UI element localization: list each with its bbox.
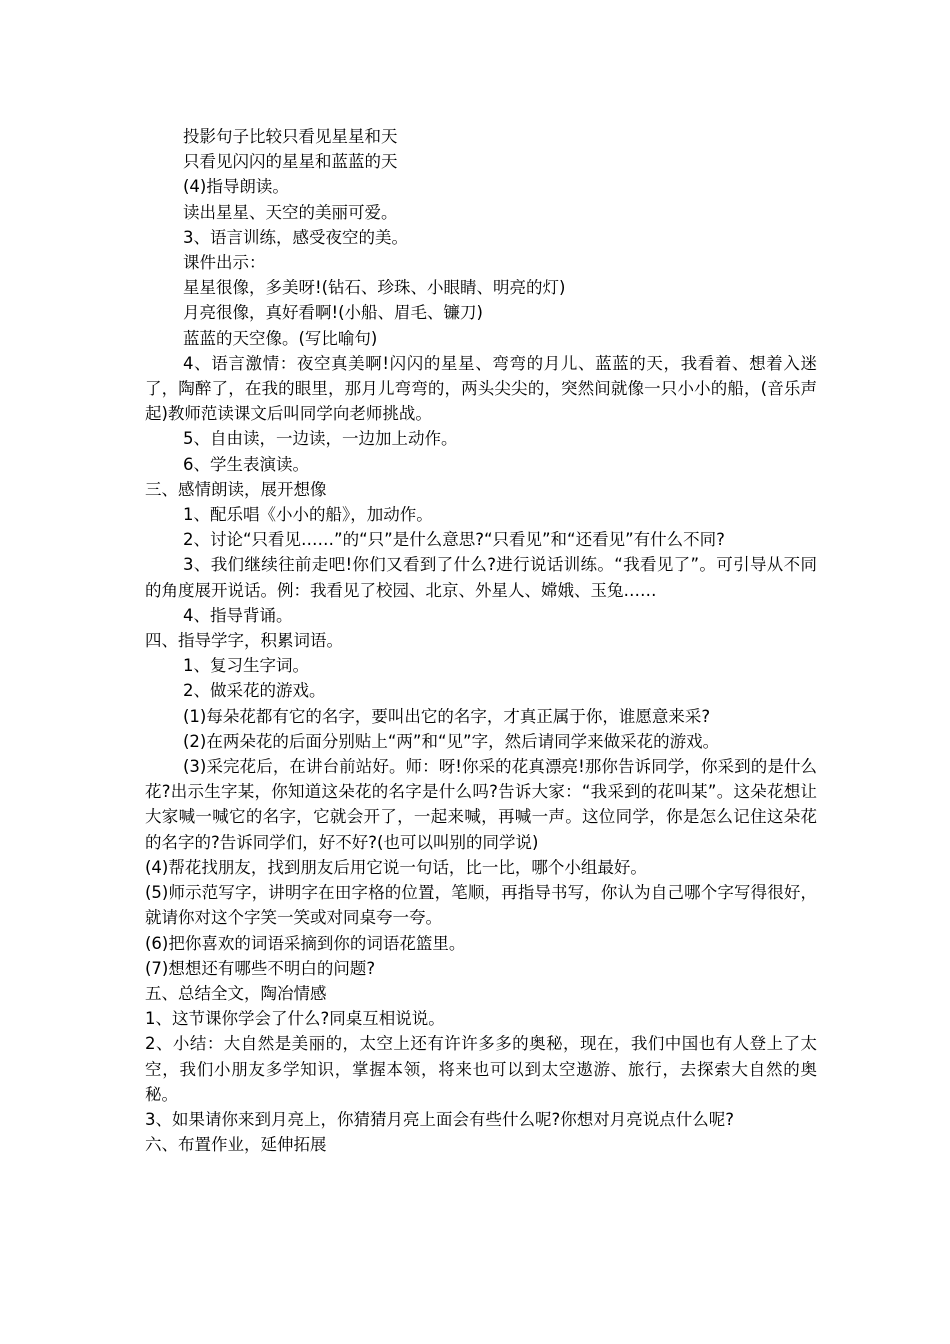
text-line: 1、配乐唱《小小的船》，加动作。 bbox=[183, 505, 433, 525]
section-heading: 三、感情朗读，展开想像 bbox=[145, 479, 327, 499]
document-page bbox=[145, 124, 817, 1157]
section-heading: 五、总结全文，陶冶情感 bbox=[145, 983, 327, 1003]
paragraph: (4)帮花找朋友，找到朋友后用它说一句话，比一比，哪个小组最好。 bbox=[145, 857, 647, 877]
paragraph: 4、语言激情：夜空真美啊!闪闪的星星、弯弯的月儿、蓝蓝的天，我看着、想着入迷了，陶醉了，在我的眼里，那月儿弯弯的，两头尖尖的，突然间就像一只小小的船，(音乐声起)教师范读课文后叫同学向老师挑战。 bbox=[145, 353, 817, 424]
section-heading: 四、指导学字，积累词语。 bbox=[145, 631, 343, 651]
text-line: 投影句子比较只看见星星和天 bbox=[183, 127, 398, 146]
text-line: (7)想想还有哪些不明白的问题? bbox=[145, 958, 376, 978]
text-line: 只看见闪闪的星星和蓝蓝的天 bbox=[183, 152, 398, 172]
text-line: (6)把你喜欢的词语采摘到你的词语花篮里。 bbox=[145, 933, 466, 953]
text-line: 课件出示： bbox=[183, 253, 266, 273]
paragraph: 2、讨论“只看见……”的“只”是什么意思?“只看见”和“还看见”有什么不同? bbox=[183, 530, 725, 550]
text-line: 星星很像，多美呀!(钻石、珍珠、小眼睛、明亮的灯) bbox=[183, 278, 566, 298]
paragraph: 3、我们继续往前走吧!你们又看到了什么?进行说话训练。“我看见了”。可引导从不同的角度展开说话。例：我看见了校园、北京、外星人、嫦娥、玉兔…… bbox=[145, 555, 817, 600]
text-line: 月亮很像，真好看啊!(小船、眉毛、镰刀) bbox=[183, 303, 483, 323]
paragraph: (5)师示范写字，讲明字在田字格的位置，笔顺，再指导书写，你认为自己哪个字写得很好，就请你对这个字笑一笑或对同桌夸一夸。 bbox=[145, 883, 817, 928]
text-line: 蓝蓝的天空像。(写比喻句) bbox=[183, 328, 378, 348]
paragraph: (2)在两朵花的后面分别贴上“两”和“见”字，然后请同学来做采花的游戏。 bbox=[183, 731, 720, 751]
paragraph: 3、如果请你来到月亮上，你猜猜月亮上面会有些什么呢?你想对月亮说点什么呢? bbox=[145, 1109, 735, 1129]
text-line: 6、学生表演读。 bbox=[183, 454, 309, 474]
paragraph: 2、小结：大自然是美丽的，太空上还有许许多多的奥秘，现在，我们中国也有人登上了太空，我们小朋友多学知识，掌握本领，将来也可以到太空遨游、旅行，去探索大自然的奥秘。 bbox=[145, 1034, 817, 1104]
paragraph: (3)采完花后，在讲台前站好。师：呀!你采的花真漂亮!那你告诉同学，你采到的是什么花?出示生字某，你知道这朵花的名字是什么吗?告诉大家：“我采到的花叫某”。这朵花想让大家喊一喊它的名字，它就会开了，一起来喊，再喊一声。这位同学，你是怎么记住这朵花的名字的?告诉同学们，好不好?(也可以叫别的同学说) bbox=[145, 757, 817, 852]
section-heading: 六、布置作业，延伸拓展 bbox=[145, 1135, 327, 1155]
text-line: (4)指导朗读。 bbox=[183, 177, 289, 197]
text-line: 2、做采花的游戏。 bbox=[183, 681, 326, 701]
text-line: 4、指导背诵。 bbox=[183, 605, 293, 625]
text-line: 3、语言训练，感受夜空的美。 bbox=[183, 227, 408, 247]
text-line: 1、这节课你学会了什么?同桌互相说说。 bbox=[145, 1009, 445, 1029]
text-line: 5、自由读，一边读，一边加上动作。 bbox=[183, 429, 458, 449]
text-line: (1)每朵花都有它的名字，要叫出它的名字，才真正属于你，谁愿意来采? bbox=[183, 706, 711, 726]
text-line: 读出星星、天空的美丽可爱。 bbox=[183, 202, 398, 222]
text-line: 1、复习生字词。 bbox=[183, 656, 309, 676]
